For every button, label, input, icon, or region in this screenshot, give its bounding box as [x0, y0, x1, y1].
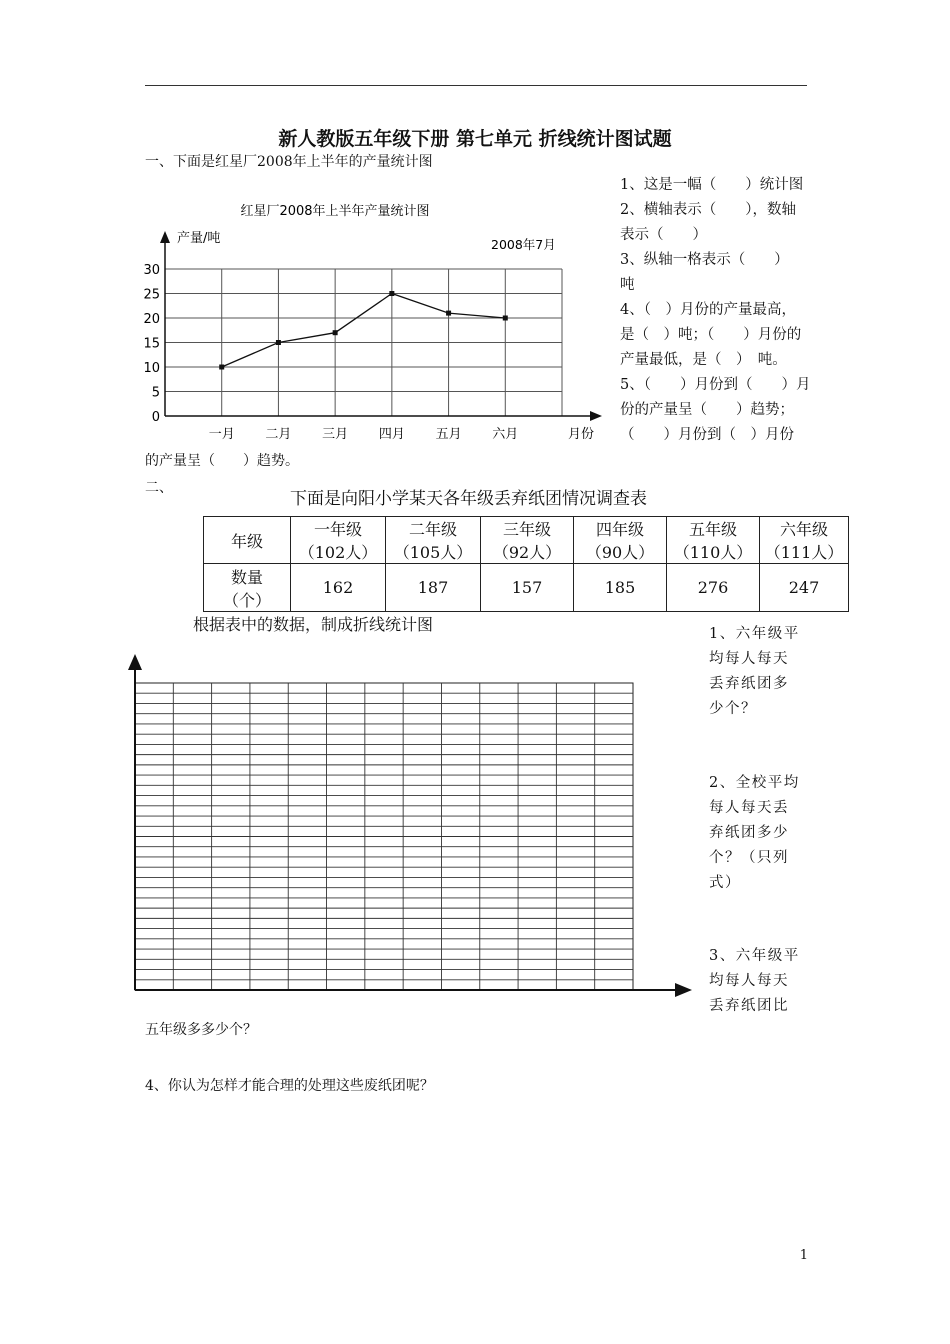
grade-col-1: 一年级 （102人）	[291, 517, 386, 564]
count-cell: 247	[760, 564, 849, 612]
q1-line: 少个？	[709, 701, 757, 717]
section2-question-1	[709, 622, 809, 722]
grade-col-4: 四年级 （90人）	[574, 517, 667, 564]
q2-line: 弃纸团多少	[709, 825, 789, 841]
survey-table	[203, 516, 849, 612]
q3-line: 均每人每天	[709, 973, 789, 989]
q2-line: 式）	[709, 875, 741, 891]
count-cell: 162	[291, 564, 386, 612]
section1-questions	[620, 173, 820, 448]
section1-question-line: 1、这是一幅（ ）统计图	[620, 177, 804, 193]
y-tick-label: 20	[143, 312, 160, 327]
section2-label: 二、	[145, 480, 173, 496]
grade-header: 年级	[204, 517, 291, 564]
grade-col-2: 二年级 （105人）	[386, 517, 481, 564]
section1-question-line: （ ）月份到（ ）月份	[620, 427, 794, 443]
x-axis-arrow	[590, 411, 602, 421]
production-series-line	[222, 294, 506, 368]
x-tick-label: 五月	[435, 427, 462, 442]
count-cell: 185	[574, 564, 667, 612]
survey-table-title: 下面是向阳小学某天各年级丢弃纸团情况调查表	[290, 489, 647, 509]
y-tick-label: 15	[143, 336, 160, 352]
section1-question-line: 4、（ ）月份的产量最高，	[620, 302, 796, 318]
q2-line: 每人每天丢	[709, 800, 789, 816]
section1-question-line: 3、纵轴一格表示（ ）	[620, 252, 789, 268]
production-line-chart	[140, 192, 610, 450]
chart-ylabel: 产量/吨	[177, 231, 221, 246]
chart-date: 2008年7月	[491, 237, 556, 252]
data-point	[446, 311, 451, 316]
section1-question-line: 吨	[620, 277, 635, 293]
chart-instruction: 根据表中的数据，制成折线统计图	[193, 615, 434, 634]
q2-line: 2、全校平均	[709, 775, 800, 791]
section1-question-line: 产量最低，是（ ） 吨。	[620, 352, 787, 368]
q1-line: 均每人每天	[709, 651, 789, 667]
y-axis-arrow	[160, 231, 170, 243]
q1-line: 丢弃纸团多	[709, 676, 789, 692]
data-point	[219, 365, 224, 370]
y-tick-label: 5	[151, 385, 160, 401]
count-cell: 157	[481, 564, 574, 612]
x-tick-label: 二月	[265, 427, 292, 442]
data-point	[333, 330, 338, 335]
count-header: 数量 （个）	[204, 564, 291, 612]
count-cell: 276	[667, 564, 760, 612]
y-tick-label: 30	[143, 263, 160, 278]
grade-col-3: 三年级 （92人）	[481, 517, 574, 564]
count-cell: 187	[386, 564, 481, 612]
blank-x-axis-arrow	[675, 983, 692, 997]
y-tick-label: 25	[143, 287, 160, 303]
x-tick-label: 一月	[208, 427, 235, 442]
section1-question-line: 5、（ ）月份到（ ）月	[620, 377, 811, 393]
chart-title: 红星厂2008年上半年产量统计图	[240, 204, 430, 219]
section1-label: 一、下面是红星厂2008年上半年的产量统计图	[145, 154, 433, 170]
blank-drawing-grid	[125, 650, 700, 1000]
q1-line: 1、六年级平	[709, 626, 800, 642]
page-title: 新人教版五年级下册 第七单元 折线统计图试题	[278, 128, 672, 150]
section2-question-3-continued: 五年级多多少个？	[145, 1022, 257, 1038]
data-point	[276, 340, 281, 345]
y-tick-label: 10	[143, 361, 160, 376]
grade-col-6: 六年级 （111人）	[760, 517, 849, 564]
x-tick-label: 四月	[378, 427, 405, 442]
section1-question-line: 2、横轴表示（ ），数轴	[620, 202, 796, 218]
section2-question-4: 4、你认为怎样才能合理的处理这些废纸团呢？	[145, 1078, 434, 1094]
section1-question-line: 份的产量呈（ ）趋势；	[620, 402, 794, 418]
q3-line: 丢弃纸团比	[709, 998, 789, 1014]
q2-line: 个？（只列	[709, 850, 789, 866]
section2-question-2	[709, 771, 809, 896]
x-tick-label: 三月	[322, 427, 349, 442]
section1-question-line: 是（ ）吨；（ ）月份的	[620, 327, 802, 343]
y-tick-label: 0	[151, 410, 160, 425]
section1-trailing: 的产量呈（ ）趋势。	[145, 453, 299, 469]
page-number: 1	[799, 1248, 808, 1263]
grade-col-5: 五年级 （110人）	[667, 517, 760, 564]
data-point	[389, 291, 394, 296]
q3-line: 3、六年级平	[709, 948, 800, 964]
section1-question-line: 表示（ ）	[620, 227, 707, 243]
chart-xlabel: 月份	[568, 427, 595, 442]
section2-question-3	[709, 944, 809, 1019]
header-rule	[145, 85, 807, 86]
blank-y-axis-arrow	[128, 654, 142, 670]
x-tick-label: 六月	[492, 427, 519, 442]
data-point	[503, 316, 508, 321]
